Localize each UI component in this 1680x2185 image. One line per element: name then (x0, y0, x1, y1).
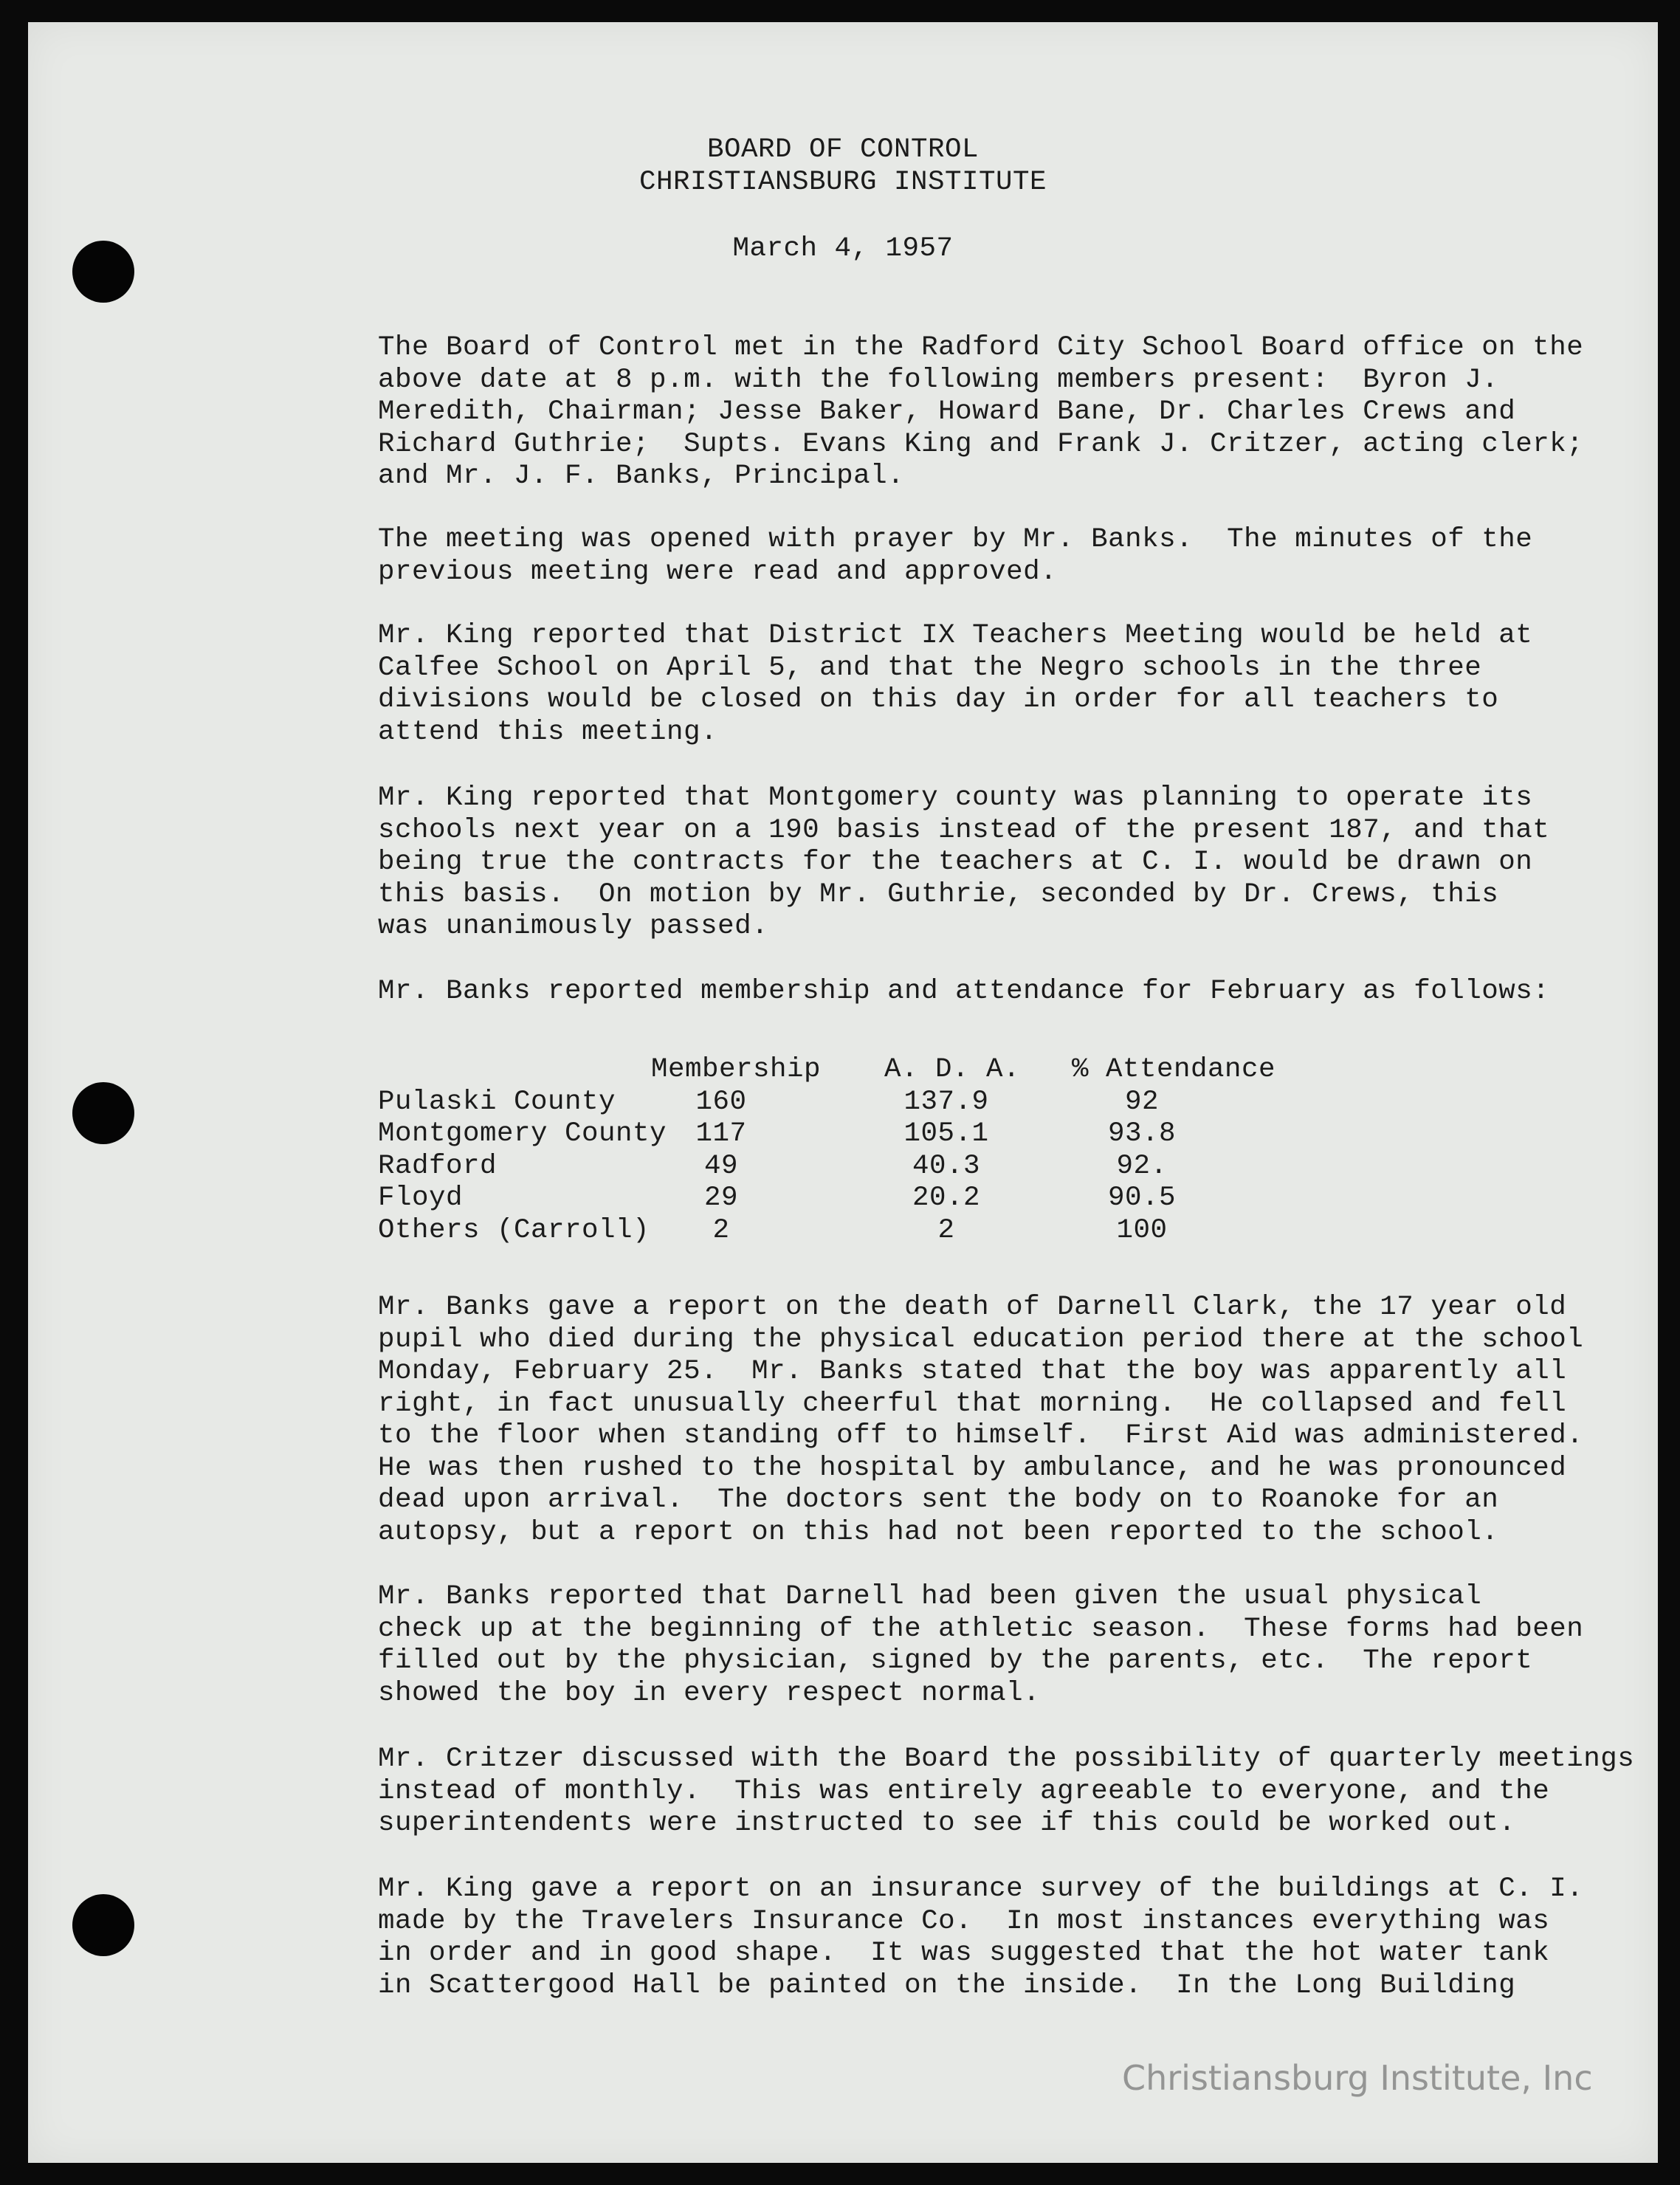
paragraph-school-year (378, 782, 1633, 943)
division-name: Floyd (378, 1183, 464, 1214)
header-ada: A. D. A. (884, 1054, 1021, 1085)
text-line: this basis. On motion by Mr. Guthrie, seconded by Dr. Crews, this (378, 878, 1499, 910)
ada-value: 20.2 (912, 1183, 980, 1214)
table-row (378, 1118, 1411, 1151)
text-line: check up at the beginning of the athletic season. These forms had been (378, 1613, 1584, 1645)
text-line: superintendents were instructed to see if this could be worked out. (378, 1808, 1516, 1839)
membership-value: 49 (703, 1150, 738, 1182)
ada-value: 137.9 (903, 1086, 989, 1118)
text-line: dead upon arrival. The doctors sent the body on to Roanoke for an (378, 1484, 1499, 1515)
paragraph-teachers-meeting (378, 620, 1633, 749)
text-line: He was then rushed to the hospital by ambulance, and he was pronounced (378, 1452, 1567, 1484)
text-line: instead of monthly. This was entirely agreeable to everyone, and the (378, 1775, 1550, 1807)
membership-value: 117 (695, 1118, 747, 1149)
text-line: Meredith, Chairman; Jesse Baker, Howard Bane, Dr. Charles Crews and (378, 396, 1516, 427)
text-line: Mr. King gave a report on an insurance survey of the buildings at C. I. (378, 1873, 1584, 1904)
paragraph-attendance-members (378, 332, 1633, 493)
text-line: in order and in good shape. It was suggested that the hot water tank (378, 1938, 1550, 1969)
membership-value: 29 (703, 1183, 738, 1214)
division-name: Montgomery County (378, 1118, 667, 1149)
meeting-date: March 4, 1957 (732, 233, 954, 264)
paragraph-quarterly-meetings (378, 1744, 1633, 1840)
text-line: Mr. Banks reported that Darnell had been given the usual physical (378, 1581, 1482, 1612)
ada-value: 105.1 (903, 1118, 989, 1149)
text-line: being true the contracts for the teachers at C. I. would be drawn on (378, 847, 1533, 878)
ada-value: 40.3 (912, 1150, 980, 1182)
text-line: schools next year on a 190 basis instead of the present 187, and that (378, 814, 1550, 846)
text-line: Mr. King reported that District IX Teachers Meeting would be held at (378, 620, 1533, 651)
division-name: Pulaski County (378, 1086, 616, 1118)
text-line: Richard Guthrie; Supts. Evans King and Frank J. Critzer, acting clerk; (378, 428, 1584, 460)
watermark-text: Christiansburg Institute, Inc (1122, 2058, 1593, 2098)
ada-value: 2 (937, 1214, 955, 1246)
division-name: Others (Carroll) (378, 1214, 650, 1246)
table-row (378, 1151, 1411, 1183)
text-line: to the floor when standing off to himself. First Aid was administered. (378, 1420, 1584, 1451)
text-line: The meeting was opened with prayer by Mr. Banks. The minutes of the (378, 524, 1533, 555)
table-row (378, 1215, 1411, 1248)
paragraph-death-report (378, 1292, 1633, 1549)
paragraph-membership-intro (378, 976, 1633, 1008)
table-header-row (378, 1054, 1411, 1087)
membership-value: 160 (695, 1086, 747, 1118)
text-line: showed the boy in every respect normal. (378, 1677, 1041, 1709)
attendance-table (378, 1054, 1411, 1247)
text-line: Calfee School on April 5, and that the Negro schools in the three (378, 652, 1482, 684)
text-line: Mr. Critzer discussed with the Board the possibility of quarterly meetings (378, 1744, 1635, 1775)
text-line: Mr. Banks reported membership and attendance for February as follows: (378, 976, 1550, 1007)
board-heading: BOARD OF CONTROL (706, 134, 980, 165)
text-line: autopsy, but a report on this had not been reported to the school. (378, 1516, 1499, 1548)
text-line: pupil who died during the physical education period there at the school (378, 1324, 1584, 1355)
text-line: in Scattergood Hall be painted on the inside. In the Long Building (378, 1969, 1516, 2001)
text-line: was unanimously passed. (378, 911, 769, 942)
header-attendance: % Attendance (1072, 1054, 1276, 1085)
text-line: right, in fact unusually cheerful that morning. He collapsed and fell (378, 1388, 1567, 1420)
attendance-value: 100 (1116, 1214, 1168, 1246)
attendance-value: 92 (1124, 1086, 1159, 1118)
text-line: previous meeting were read and approved. (378, 556, 1058, 588)
division-name: Radford (378, 1150, 498, 1182)
document-page (28, 22, 1658, 2163)
paragraph-physical-check (378, 1581, 1633, 1710)
attendance-value: 93.8 (1107, 1118, 1176, 1149)
header-membership: Membership (651, 1054, 822, 1085)
table-row (378, 1087, 1411, 1119)
attendance-value: 90.5 (1107, 1183, 1176, 1214)
text-line: filled out by the physician, signed by the parents, etc. The report (378, 1645, 1533, 1676)
text-line: above date at 8 p.m. with the following members present: Byron J. (378, 364, 1499, 396)
table-row (378, 1183, 1411, 1215)
institute-heading: CHRISTIANSBURG INSTITUTE (638, 167, 1047, 198)
paragraph-insurance-survey (378, 1873, 1633, 2002)
typed-minutes (28, 22, 1658, 2163)
text-line: made by the Travelers Insurance Co. In most instances everything was (378, 1905, 1550, 1937)
text-line: attend this meeting. (378, 716, 718, 748)
text-line: Mr. King reported that Montgomery county was planning to operate its (378, 782, 1533, 813)
membership-value: 2 (712, 1214, 730, 1246)
text-line: The Board of Control met in the Radford City School Board office on the (378, 332, 1584, 363)
text-line: divisions would be closed on this day in order for all teachers to (378, 684, 1499, 715)
text-line: and Mr. J. F. Banks, Principal. (378, 461, 905, 492)
paragraph-opening (378, 524, 1633, 588)
text-line: Monday, February 25. Mr. Banks stated that the boy was apparently all (378, 1356, 1567, 1387)
text-line: Mr. Banks gave a report on the death of Darnell Clark, the 17 year old (378, 1292, 1567, 1323)
attendance-value: 92. (1116, 1150, 1168, 1182)
